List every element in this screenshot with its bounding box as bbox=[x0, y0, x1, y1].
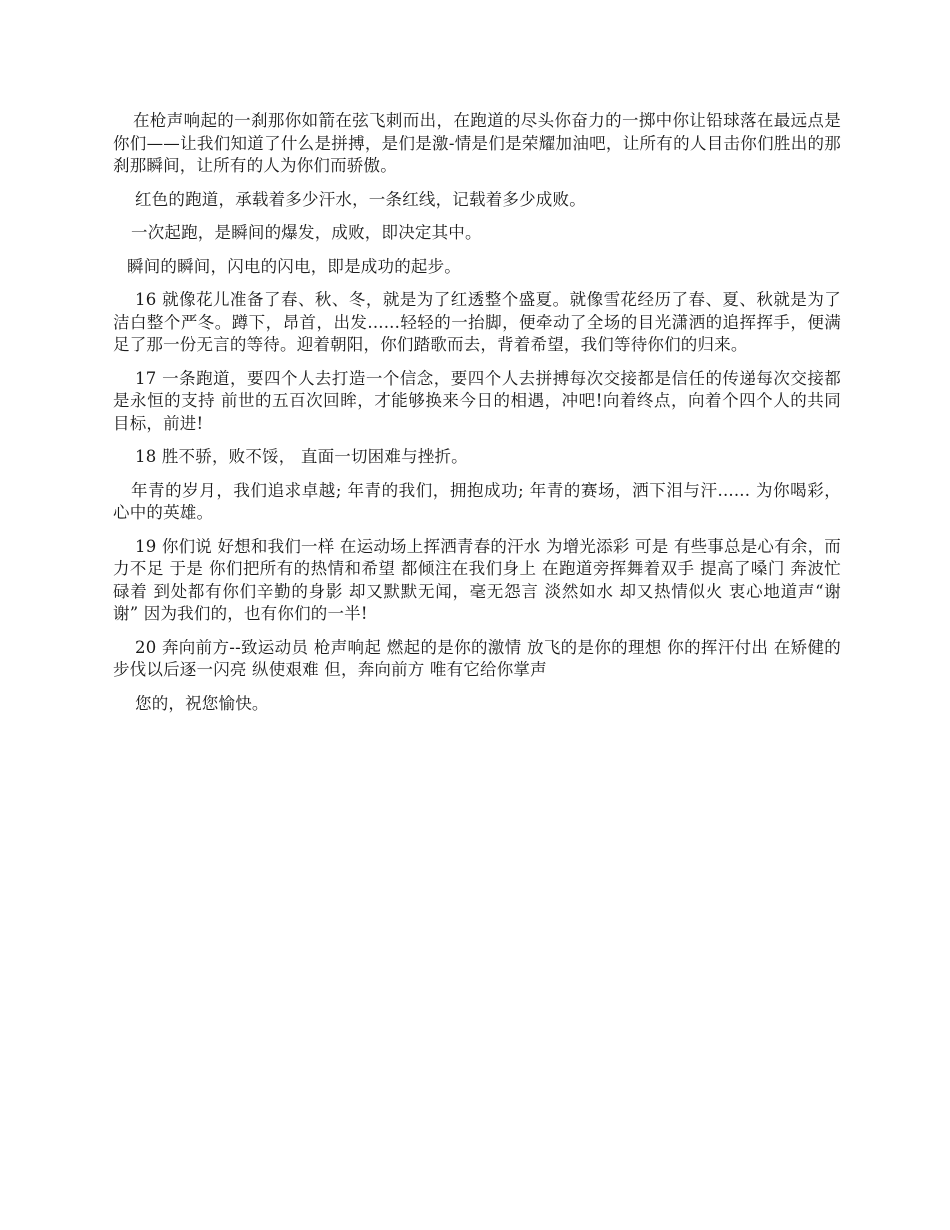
paragraph-7: 18 胜不骄，败不馁， 直面一切困难与挫折。 bbox=[135, 447, 468, 466]
paragraph-2: 红色的跑道，承载着多少汗水，一条红线，记载着多少成败。 bbox=[135, 189, 586, 209]
paragraph-9: 19 你们说 好想和我们一样 在运动场上挥洒青春的汗水 为增光添彩 可是 有些事总是心有余，而力不足 于是 你们把所有的热情和希望 都倾注在我们身上 在跑道旁挥舞着双手 提高了嗓门 奔波忙碌着 到处都有你们辛勤的身影 却又默默无闻，毫无怨言 淡然如水 却又热情似火 衷心地道声“谢谢” 因为我们的，也有你们的一半! bbox=[113, 536, 841, 623]
paragraph-1: 在枪声响起的一刹那你如箭在弦飞刺而出，在跑道的尽头你奋力的一掷中你让铅球落在最远点是你们——让我们知道了什么是拼搏，是们是激-情是们是荣耀加油吧，让所有的人目击你们胜出的那刹那瞬间，让所有的人为你们而骄傲。 bbox=[113, 111, 841, 175]
paragraph-6: 17 一条跑道，要四个人去打造一个信念，要四个人去拼搏每次交接都是信任的传递每次交接都是永恒的支持 前世的五百次回眸，才能够换来今日的相遇，冲吧!向着终点，向着个四个人的共同目标，前进! bbox=[113, 368, 841, 433]
paragraph-3: 一次起跑，是瞬间的爆发，成败，即决定其中。 bbox=[131, 223, 482, 242]
paragraph-11: 您的，祝您愉快。 bbox=[135, 693, 269, 713]
paragraph-8: 年青的岁月，我们追求卓越; 年青的我们，拥抱成功; 年青的赛场，洒下泪与汗...... 为你喝彩，心中的英雄。 bbox=[113, 480, 841, 522]
paragraph-10: 20 奔向前方--致运动员 枪声响起 燃起的是你的激情 放飞的是你的理想 你的挥汗付出 在矫健的步伐以后逐一闪亮 纵使艰难 但，奔向前方 唯有它给你掌声 bbox=[113, 637, 841, 679]
paragraph-5: 16 就像花儿准备了春、秋、冬，就是为了红透整个盛夏。就像雪花经历了春、夏、秋就是为了洁白整个严冬。蹲下，昂首，出发......轻轻的一抬脚，便牵动了全场的目光潇洒的追挥挥手，便满足了那一份无言的等待。迎着朝阳，你们踏歌而去，背着希望，我们等待你们的归来。 bbox=[113, 290, 841, 354]
document-body bbox=[113, 110, 841, 726]
paragraph-4: 瞬间的瞬间，闪电的闪电，即是成功的起步。 bbox=[127, 256, 461, 276]
